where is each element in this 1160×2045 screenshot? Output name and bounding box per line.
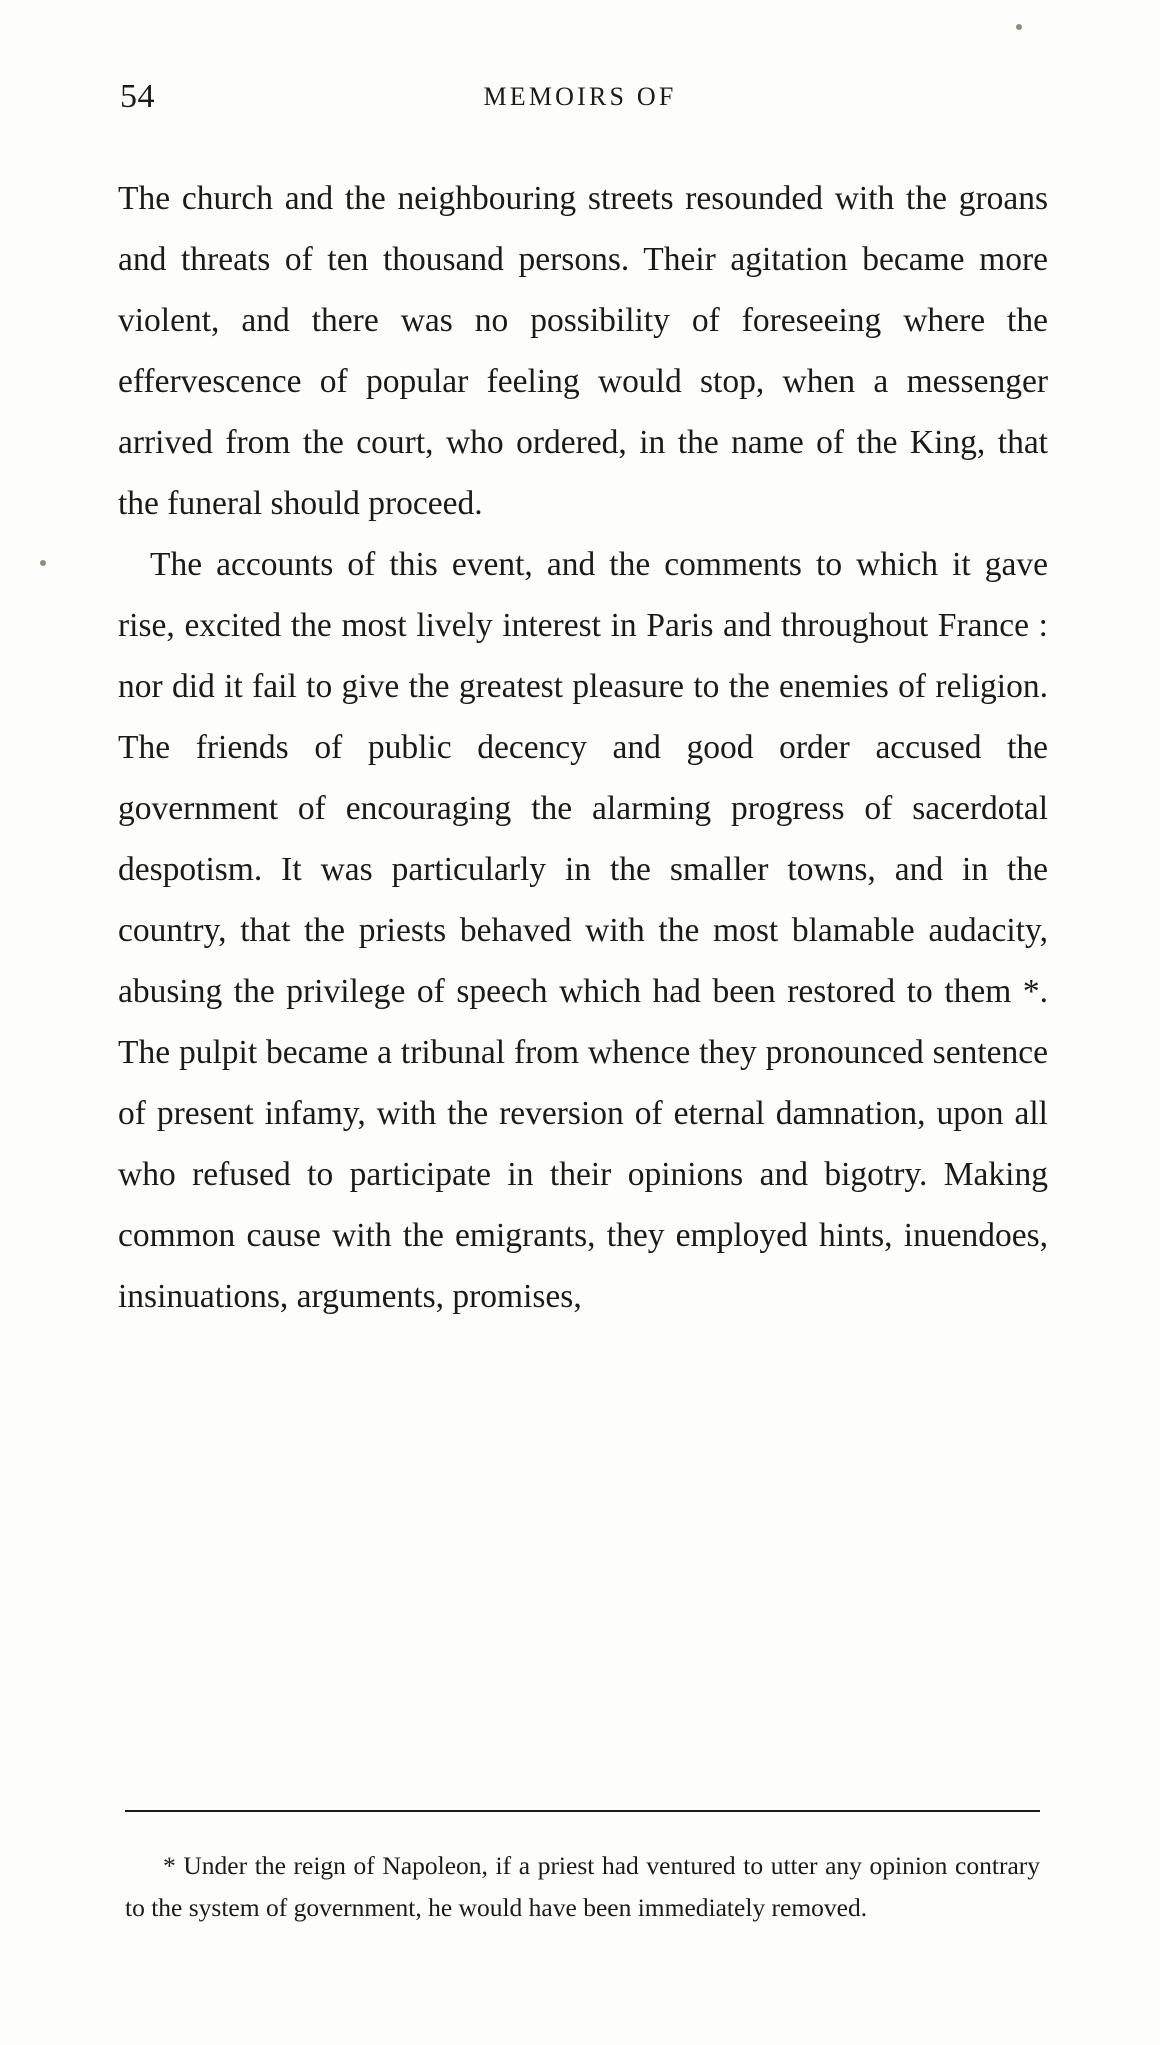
footnote-body: Under the reign of Napoleon, if a priest had ventured to utter any opinion contrary to the system of government, he would have been immediately removed.	[125, 1851, 1041, 1922]
page-header	[120, 78, 1040, 118]
running-head: MEMOIRS OF	[483, 82, 677, 111]
page-speck	[1016, 24, 1022, 30]
body-text	[118, 168, 1048, 1327]
page-number: 54	[120, 78, 155, 115]
page-speck	[40, 560, 46, 566]
footnote	[125, 1845, 1040, 1929]
footnote-divider	[125, 1810, 1040, 1812]
footnote-marker: *	[163, 1851, 176, 1880]
paragraph-1: The church and the neighbouring streets resounded with the groans and threats of ten thousand persons. Their agitation became more violent, and there was no possibility of foreseeing where the effervescence of popular feeling would stop, when a messenger arrived from the court, who ordered, in the name of the King, that the funeral should proceed.	[118, 180, 1048, 522]
paragraph-2: The accounts of this event, and the comments to which it gave rise, excited the most lively interest in Paris and throughout France : nor did it fail to give the greatest pleasure to the enemies of religion. The friends of public decency and good order accused the government of encouraging the alarming progress of sacerdotal despotism. It was particularly in the smaller towns, and in the country, that the priests behaved with the most blamable audacity, abusing the privilege of speech which had been restored to them *. The pulpit became a tribunal from whence they pronounced sentence of present infamy, with the reversion of eternal damnation, upon all who refused to participate in their opinions and bigotry. Making common cause with the emigrants, they employed hints, inuendoes, insinuations, arguments, promises,	[118, 546, 1048, 1315]
footnote-text	[125, 1845, 1040, 1929]
